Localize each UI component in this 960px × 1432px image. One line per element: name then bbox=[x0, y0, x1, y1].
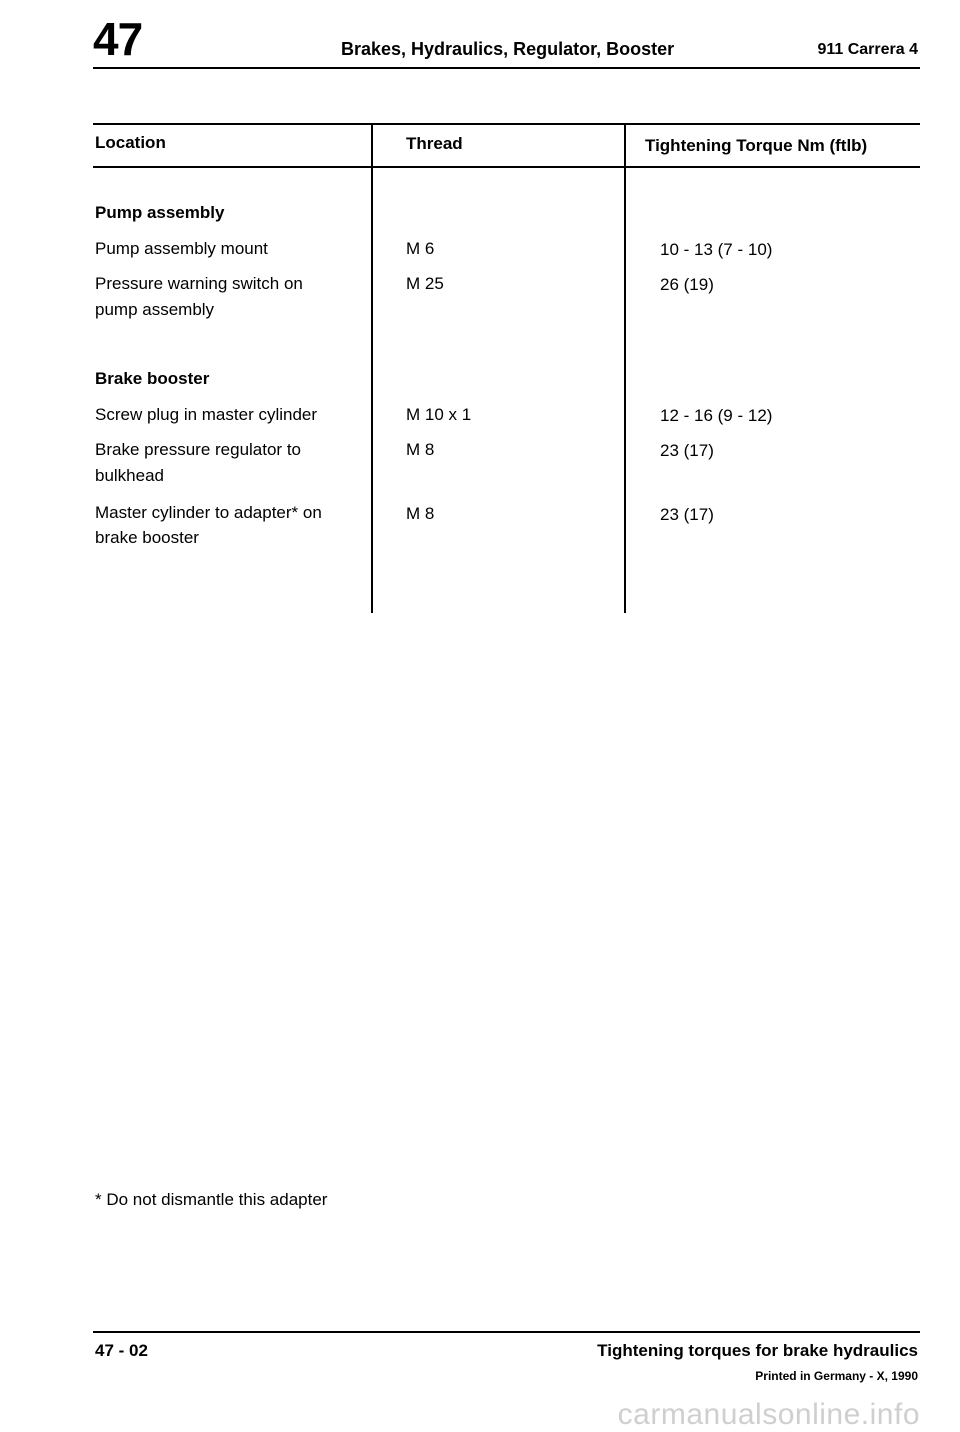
location-pump-assembly-mount: Pump assembly mount bbox=[95, 239, 268, 258]
footer-rule bbox=[93, 1331, 920, 1333]
torque-master-cylinder: 23 (17) bbox=[660, 505, 714, 524]
location-pressure-warning-switch-line2: pump assembly bbox=[95, 300, 215, 319]
page-number: 47 - 02 bbox=[95, 1341, 148, 1360]
footnote: * Do not dismantle this adapter bbox=[95, 1190, 328, 1209]
header-model: 911 Carrera 4 bbox=[817, 41, 918, 58]
thread-pump-assembly-mount: M 6 bbox=[406, 239, 435, 258]
torque-brake-pressure-regulator: 23 (17) bbox=[660, 441, 714, 460]
column-header-location: Location bbox=[95, 133, 166, 152]
column-header-thread: Thread bbox=[406, 134, 463, 153]
header-rule bbox=[93, 67, 920, 69]
torque-pressure-warning-switch: 26 (19) bbox=[660, 275, 714, 294]
location-screw-plug: Screw plug in master cylinder bbox=[95, 405, 318, 424]
section-heading-pump-assembly: Pump assembly bbox=[95, 203, 225, 222]
table-top-rule bbox=[93, 123, 920, 125]
header-title: Brakes, Hydraulics, Regulator, Booster bbox=[341, 39, 675, 59]
section-number: 47 bbox=[93, 13, 143, 65]
torque-pump-assembly-mount: 10 - 13 (7 - 10) bbox=[660, 240, 773, 259]
location-brake-pressure-regulator-line1: Brake pressure regulator to bbox=[95, 440, 301, 459]
watermark: carmanualsonline.info bbox=[617, 1398, 920, 1431]
section-heading-brake-booster: Brake booster bbox=[95, 369, 210, 388]
thread-screw-plug: M 10 x 1 bbox=[406, 405, 472, 424]
location-brake-pressure-regulator-line2: bulkhead bbox=[95, 466, 165, 485]
location-master-cylinder-line1: Master cylinder to adapter* on bbox=[95, 503, 322, 522]
thread-pressure-warning-switch: M 25 bbox=[406, 274, 444, 293]
thread-brake-pressure-regulator: M 8 bbox=[406, 440, 435, 459]
column-header-torque: Tightening Torque Nm (ftlb) bbox=[645, 136, 868, 155]
table-header-rule bbox=[93, 166, 920, 168]
column-divider-2 bbox=[624, 123, 626, 613]
column-divider-1 bbox=[371, 123, 373, 613]
printed-note: Printed in Germany - X, 1990 bbox=[755, 1369, 918, 1383]
thread-master-cylinder: M 8 bbox=[406, 504, 435, 523]
torque-screw-plug: 12 - 16 (9 - 12) bbox=[660, 406, 773, 425]
footer-title: Tightening torques for brake hydraulics bbox=[597, 1341, 918, 1360]
location-master-cylinder-line2: brake booster bbox=[95, 528, 199, 547]
location-pressure-warning-switch-line1: Pressure warning switch on bbox=[95, 274, 303, 293]
